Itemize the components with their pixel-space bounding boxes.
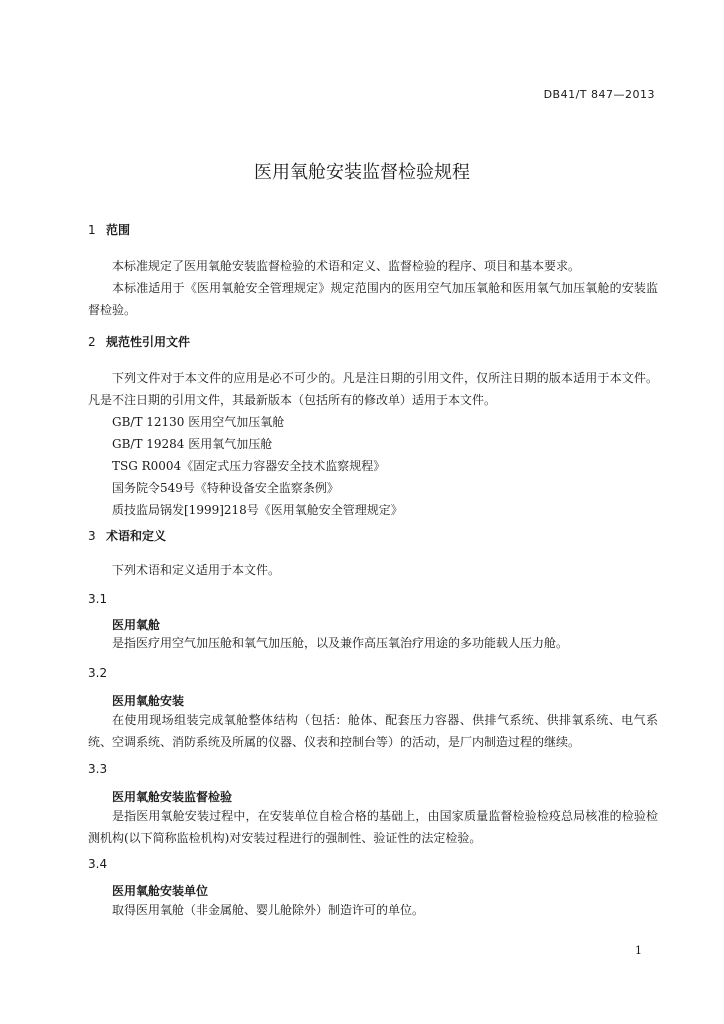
standard-number: DB41/T 847—2013 [543,88,655,101]
term-definition: 在使用现场组装完成氧舱整体结构（包括：舱体、配套压力容器、供排气系统、供排氧系统、电气系统、空调系统、消防系统及所属的仪器、仪表和控制台等）的活动，是厂内制造过程的继续。 [88,713,658,749]
page-number: 1 [635,944,642,957]
reference-item: 国务院令549号《特种设备安全监察条例》 [112,481,339,495]
reference-item: GB/T 19284 医用氧气加压舱 [112,437,273,451]
document-title: 医用氧舱安装监督检验规程 [254,162,470,183]
section-1-heading [88,221,658,238]
section-title: 规范性引用文件 [106,335,191,349]
section-title: 范围 [106,223,131,237]
reference-item: 质技监局锅发[1999]218号《医用氧舱安全管理规定》 [112,503,403,517]
section-2-body [88,367,658,521]
term-definition: 取得医用氧舱（非金属舱、婴儿舱除外）制造许可的单位。 [112,903,425,917]
term-entry [88,692,658,753]
reference-item: GB/T 12130 医用空气加压氧舱 [112,415,285,429]
section-number: 1 [88,223,96,237]
section-1-body [88,255,658,321]
paragraph: 本标准适用于《医用氧舱安全管理规定》规定范围内的医用空气加压氧舱和医用氧气加压氧舱的安装监督检验。 [88,281,658,317]
term-number: 3.1 [88,592,108,606]
section-2-heading [88,333,658,350]
term-number: 3.4 [88,857,108,871]
reference-item: TSG R0004《固定式压力容器安全技术监察规程》 [112,459,386,473]
section-3-intro [88,559,658,581]
term-name: 医用氧舱 [112,618,161,632]
term-name: 医用氧舱安装监督检验 [112,790,233,804]
term-entry [88,788,658,849]
paragraph: 下列文件对于本文件的应用是必不可少的。凡是注日期的引用文件，仅所注日期的版本适用于本文件。凡是不注日期的引用文件，其最新版本（包括所有的修改单）适用于本文件。 [88,371,658,407]
term-number: 3.2 [88,666,108,680]
term-entry [88,616,658,653]
paragraph: 下列术语和定义适用于本文件。 [112,563,281,577]
term-definition: 是指医用氧舱安装过程中，在安装单位自检合格的基础上，由国家质量监督检验检疫总局核准的检验检测机构(以下简称监检机构)对安装过程进行的强制性、验证性的法定检验。 [88,809,658,845]
term-entry [88,882,658,921]
paragraph: 本标准规定了医用氧舱安装监督检验的术语和定义、监督检验的程序、项目和基本要求。 [112,259,581,273]
term-definition: 是指医疗用空气加压舱和氧气加压舱，以及兼作高压氧治疗用途的多功能载人压力舱。 [112,636,569,650]
section-number: 2 [88,335,96,349]
section-number: 3 [88,529,96,543]
term-name: 医用氧舱安装单位 [112,884,209,898]
term-name: 医用氧舱安装 [112,694,185,708]
section-title: 术语和定义 [106,529,167,543]
term-number: 3.3 [88,762,108,776]
section-3-heading [88,527,658,544]
